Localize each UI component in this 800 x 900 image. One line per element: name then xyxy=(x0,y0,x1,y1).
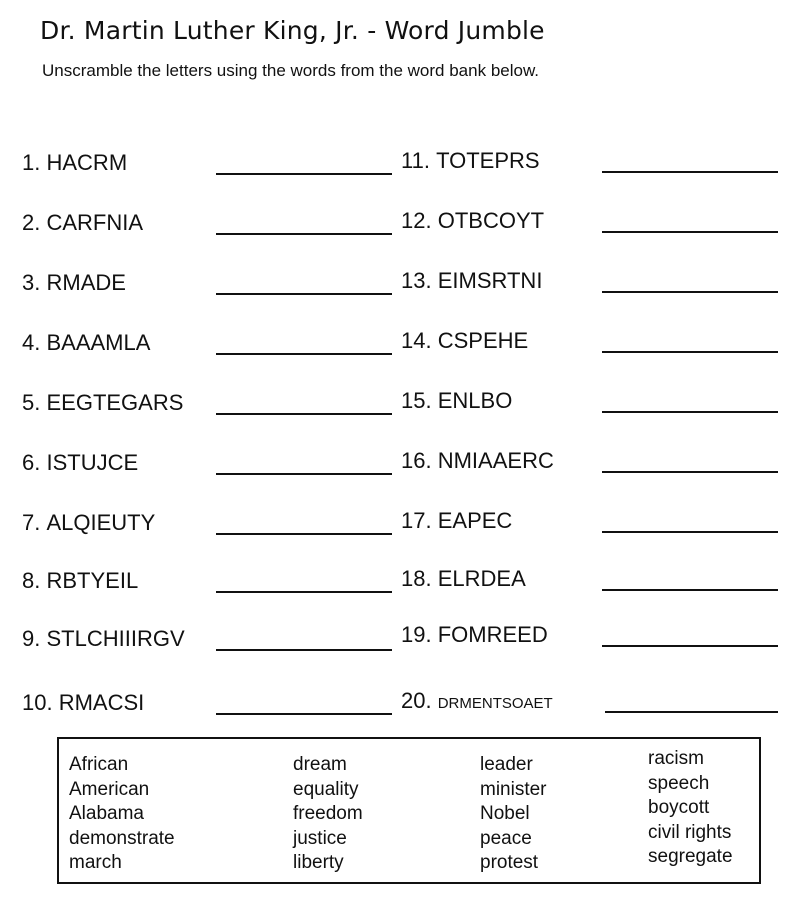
item-number: 8. xyxy=(22,568,41,593)
word-bank-entry: minister xyxy=(480,778,547,800)
jumble-item xyxy=(22,208,143,236)
word-bank-column xyxy=(648,747,733,870)
answer-blank[interactable] xyxy=(605,711,778,713)
item-number: 10. xyxy=(22,690,53,715)
answer-blank[interactable] xyxy=(602,471,778,473)
word-bank-entry: Nobel xyxy=(480,803,530,824)
scrambled-word: ISTUJCE xyxy=(46,450,139,475)
jumble-item xyxy=(22,148,127,176)
word-bank-entry: African xyxy=(69,754,129,775)
item-number: 12. xyxy=(401,208,432,233)
scrambled-word: STLCHIIIRGV xyxy=(46,626,185,651)
word-bank-column xyxy=(480,753,547,876)
answer-blank[interactable] xyxy=(216,713,392,715)
item-number: 4. xyxy=(22,330,41,355)
scrambled-word: DRMENTSOAET xyxy=(437,695,553,712)
word-bank-entry: racism xyxy=(648,748,704,769)
jumble-item xyxy=(401,146,540,174)
jumble-item xyxy=(401,620,548,648)
scrambled-word: EAPEC xyxy=(437,508,513,533)
item-number: 13. xyxy=(401,268,432,293)
word-bank-entry: speech xyxy=(648,772,710,794)
scrambled-word: FOMREED xyxy=(437,622,548,647)
item-number: 20. xyxy=(401,688,432,713)
word-bank-entry: leader xyxy=(480,754,533,775)
jumble-item xyxy=(401,386,512,414)
item-number: 11. xyxy=(401,148,430,173)
word-bank-entry: civil rights xyxy=(648,821,732,843)
answer-blank[interactable] xyxy=(216,533,392,535)
jumble-item xyxy=(22,328,150,356)
answer-blank[interactable] xyxy=(602,171,778,173)
word-bank-entry: equality xyxy=(293,778,359,800)
item-number: 17. xyxy=(401,508,432,533)
answer-blank[interactable] xyxy=(602,291,778,293)
word-bank-column xyxy=(69,753,175,876)
answer-blank[interactable] xyxy=(602,351,778,353)
scrambled-word: NMIAAERC xyxy=(437,448,554,473)
scrambled-word: CSPEHE xyxy=(437,328,529,353)
scrambled-word: HACRM xyxy=(46,150,128,175)
jumble-item xyxy=(22,448,138,476)
scrambled-word: BAAAMLA xyxy=(46,330,151,355)
item-number: 5. xyxy=(22,390,41,415)
item-number: 15. xyxy=(401,388,432,413)
item-number: 18. xyxy=(401,566,432,591)
page-title: Dr. Martin Luther King, Jr. - Word Jumble xyxy=(40,16,545,45)
answer-blank[interactable] xyxy=(216,173,392,175)
answer-blank[interactable] xyxy=(602,231,778,233)
item-number: 1. xyxy=(22,150,41,175)
word-bank-entry: Alabama xyxy=(69,803,144,824)
jumble-item xyxy=(401,506,512,534)
word-bank-entry: dream xyxy=(293,754,347,775)
answer-blank[interactable] xyxy=(602,589,778,591)
scrambled-word: OTBCOYT xyxy=(437,208,545,233)
item-number: 9. xyxy=(22,626,41,651)
jumble-item xyxy=(401,206,544,234)
answer-blank[interactable] xyxy=(602,645,778,647)
scrambled-word: CARFNIA xyxy=(46,210,144,235)
answer-blank[interactable] xyxy=(216,473,392,475)
jumble-item xyxy=(401,326,528,354)
answer-blank[interactable] xyxy=(602,411,778,413)
word-bank-column xyxy=(293,753,363,876)
answer-blank[interactable] xyxy=(216,413,392,415)
answer-blank[interactable] xyxy=(216,293,392,295)
answer-blank[interactable] xyxy=(216,233,392,235)
word-bank-entry: American xyxy=(69,778,150,800)
scrambled-word: EEGTEGARS xyxy=(46,390,184,415)
scrambled-word: RMADE xyxy=(46,270,126,295)
scrambled-word: RBTYEIL xyxy=(46,568,139,593)
word-bank-entry: justice xyxy=(293,827,347,849)
jumble-item xyxy=(22,624,185,652)
answer-blank[interactable] xyxy=(216,591,392,593)
word-bank xyxy=(57,737,761,884)
item-number: 16. xyxy=(401,448,432,473)
jumble-item xyxy=(401,564,526,592)
jumble-item xyxy=(22,388,183,416)
word-bank-entry: protest xyxy=(480,852,539,873)
jumble-item xyxy=(22,688,144,716)
scrambled-word: EIMSRTNI xyxy=(437,268,543,293)
word-bank-entry: liberty xyxy=(293,852,344,873)
item-number: 2. xyxy=(22,210,41,235)
answer-blank[interactable] xyxy=(216,649,392,651)
answer-blank[interactable] xyxy=(602,531,778,533)
jumble-item xyxy=(401,266,542,294)
scrambled-word: ALQIEUTY xyxy=(46,510,156,535)
jumble-item xyxy=(22,268,126,296)
jumble-item xyxy=(401,446,554,474)
word-bank-entry: freedom xyxy=(293,803,363,824)
item-number: 7. xyxy=(22,510,41,535)
jumble-item xyxy=(401,686,553,714)
jumble-item xyxy=(22,508,155,536)
item-number: 19. xyxy=(401,622,432,647)
scrambled-word: ELRDEA xyxy=(437,566,526,591)
item-number: 6. xyxy=(22,450,41,475)
word-bank-entry: segregate xyxy=(648,846,733,867)
instructions: Unscramble the letters using the words from the word bank below. xyxy=(42,61,540,80)
word-bank-entry: peace xyxy=(480,827,532,849)
jumble-item xyxy=(22,566,138,594)
item-number: 14. xyxy=(401,328,432,353)
scrambled-word: ENLBO xyxy=(437,388,513,413)
answer-blank[interactable] xyxy=(216,353,392,355)
word-bank-entry: boycott xyxy=(648,797,710,818)
scrambled-word: RMACSI xyxy=(58,690,145,715)
item-number: 3. xyxy=(22,270,41,295)
scrambled-word: TOTEPRS xyxy=(436,148,540,173)
word-bank-entry: march xyxy=(69,852,122,873)
word-bank-entry: demonstrate xyxy=(69,827,175,849)
